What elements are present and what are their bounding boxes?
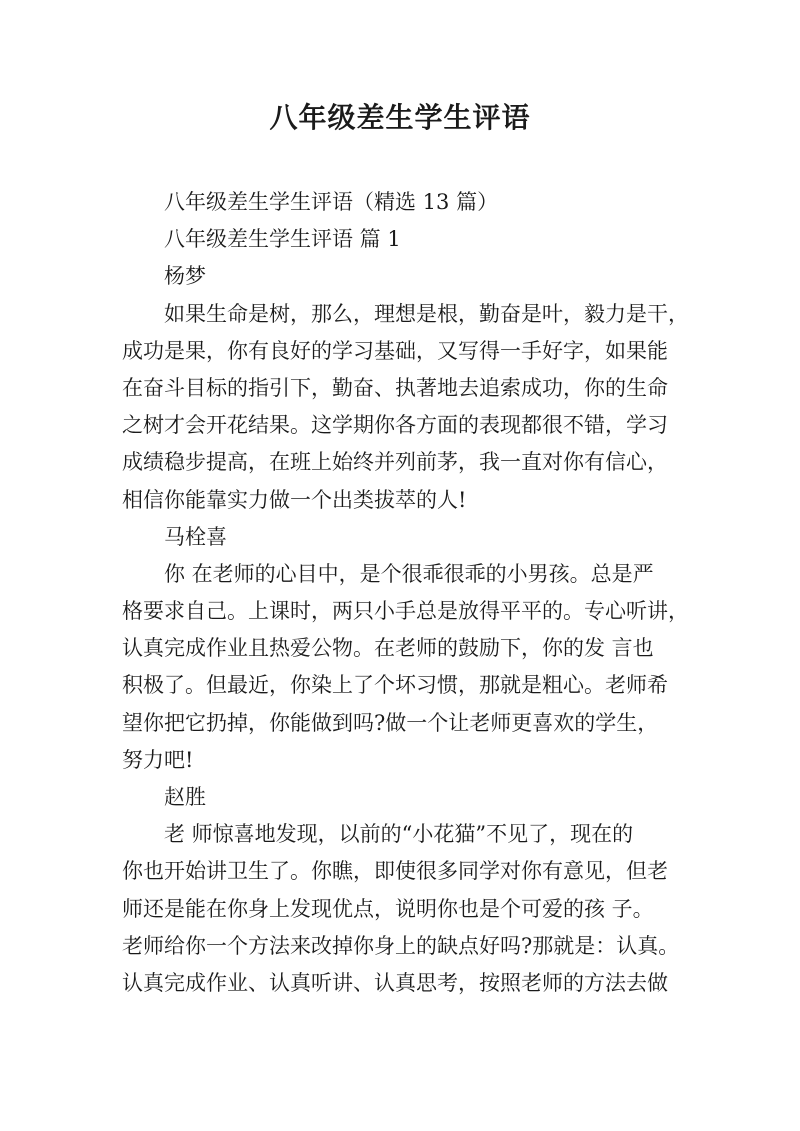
text-line: 老 师惊喜地发现，以前的“小花猫”不见了，现在的 xyxy=(164,822,634,847)
text-line: 如果生命是树，那么，理想是根，勤奋是叶，毅力是干， xyxy=(164,301,689,326)
text-line: 八年级差生学生评语 篇 1 xyxy=(164,227,401,252)
text-line: 你也开始讲卫生了。你瞧，即使很多同学对你有意见，但老 xyxy=(122,859,668,884)
text-line: 成绩稳步提高，在班上始终并列前茅，我一直对你有信心， xyxy=(122,450,668,475)
text-line: 杨梦 xyxy=(164,264,206,289)
text-line: 老师给你一个方法来改掉你身上的缺点好吗?那就是：认真。 xyxy=(122,933,680,958)
text-line: 马栓喜 xyxy=(164,524,227,549)
text-line: 望你把它扔掉，你能做到吗?做一个让老师更喜欢的学生， xyxy=(122,710,659,735)
text-line: 积极了。但最近，你染上了个坏习惯，那就是粗心。老师希 xyxy=(122,673,668,698)
text-line: 八年级差生学生评语（精选 13 篇） xyxy=(164,190,499,214)
text-line: 格要求自己。上课时，两只小手总是放得平平的。专心听讲， xyxy=(122,599,689,624)
text-line: 成功是果，你有良好的学习基础，又写得一手好字，如果能 xyxy=(122,338,668,363)
text-line: 相信你能靠实力做一个出类拔萃的人! xyxy=(122,487,467,512)
text-line: 你 在老师的心目中，是个很乖很乖的小男孩。总是严 xyxy=(164,561,654,586)
document-title: 八年级差生学生评语 xyxy=(269,101,531,134)
document-body xyxy=(122,184,692,1002)
text-line: 认真完成作业、认真听讲、认真思考，按照老师的方法去做 xyxy=(122,970,668,995)
text-line: 赵胜 xyxy=(164,785,206,809)
text-line: 努力吧! xyxy=(122,747,194,772)
text-line: 师还是能在你身上发现优点，说明你也是个可爱的孩 子。 xyxy=(122,896,654,921)
text-line: 认真完成作业且热爱公物。在老师的鼓励下，你的发 言也 xyxy=(122,636,654,661)
text-line: 之树才会开花结果。这学期你各方面的表现都很不错，学习 xyxy=(122,413,668,438)
text-line: 在奋斗目标的指引下，勤奋、执著地去追索成功，你的生命 xyxy=(122,375,668,400)
